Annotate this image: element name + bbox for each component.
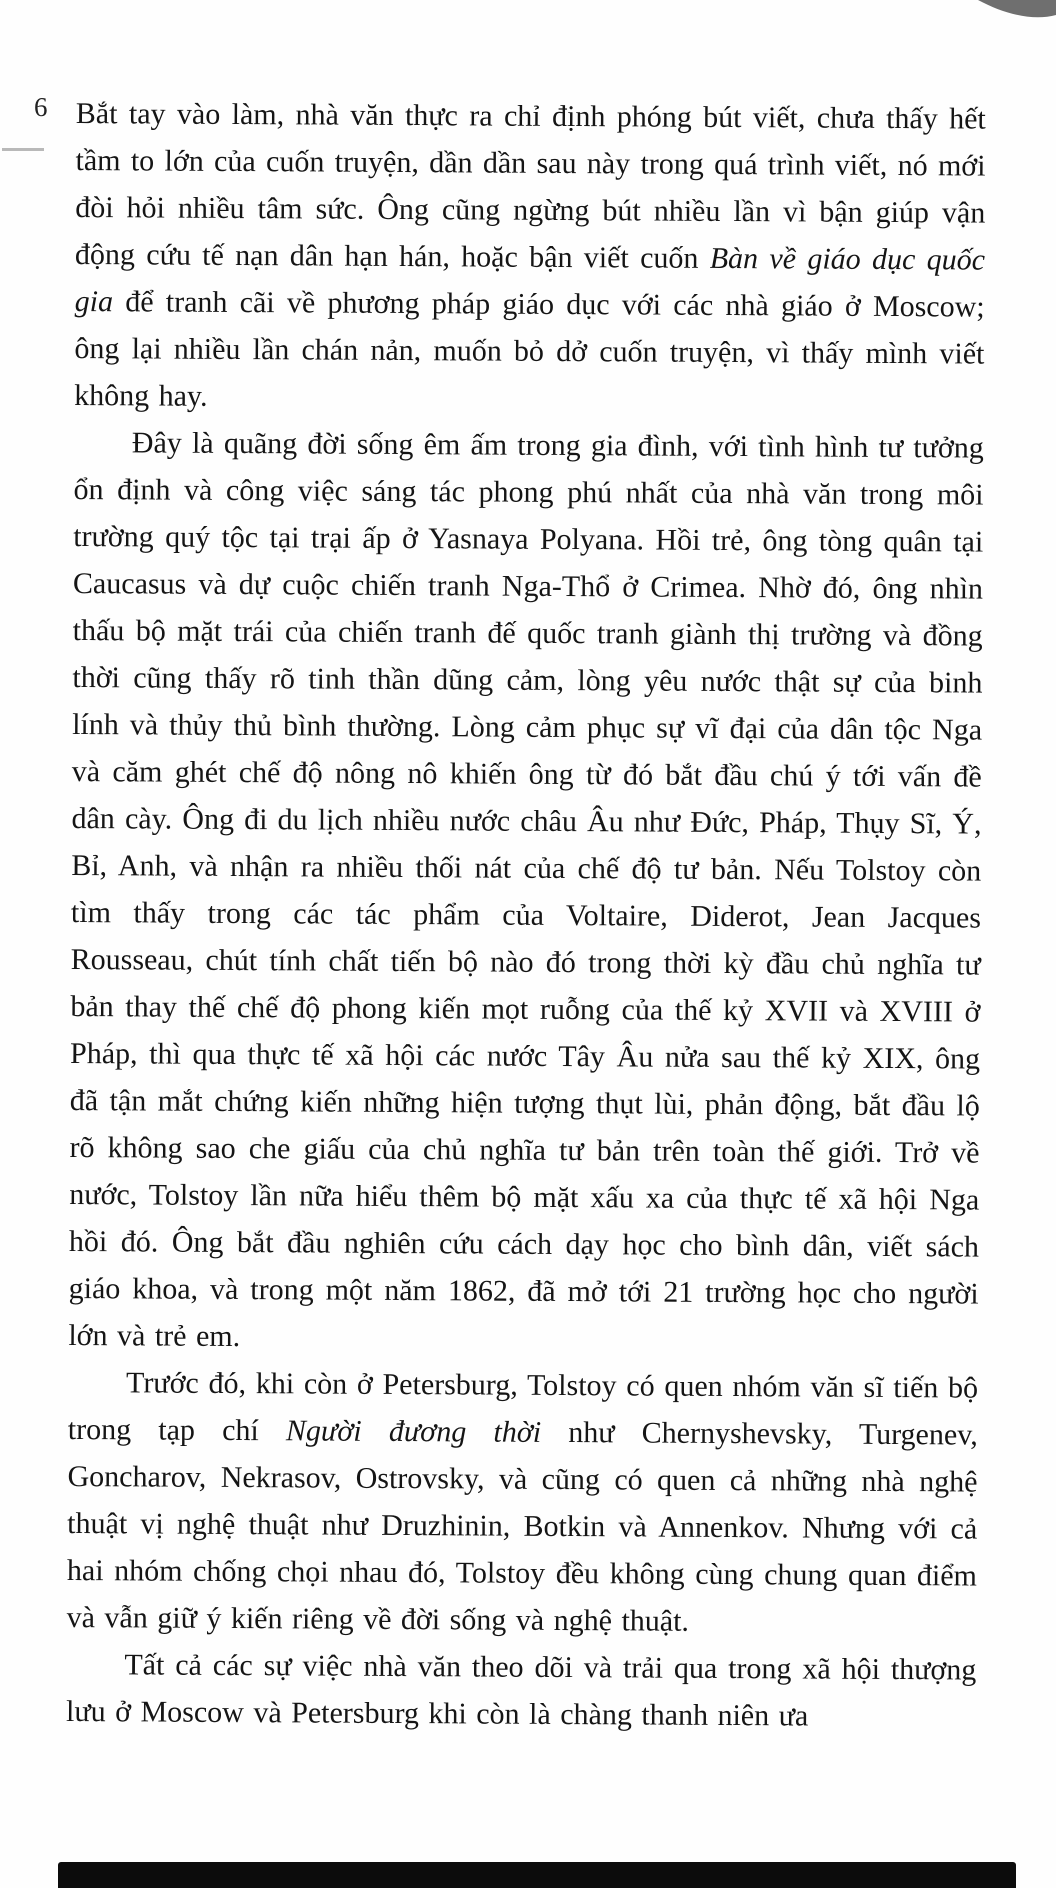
text-segment: Đây là quãng đời sống êm ấm trong gia đình, với tình hình tư tưởng ổn định và công việc sáng tác phong phú nhất của nhà văn trong môi trường quý tộc tại trại ấp ở Yasnaya Polyana. Hồi trẻ, ông tòng quân tại Caucasus và dự cuộc chiến tranh Nga-Thổ ở Crimea. Nhờ đó, ông nhìn thấu bộ mặt trái của chiến tranh đế quốc tranh giành thị trường và đồng thời cũng thấy rõ tinh thần dũng cảm, lòng yêu nước thật sự của binh lính và thủy thủ bình thường. Lòng cảm phục sự vĩ đại của dân tộc Nga và căm ghét chế độ nông nô khiến ông từ đó bắt đầu chú ý tới vấn đề dân cày. Ông đi du lịch nhiều nước châu Âu như Đức, Pháp, Thụy Sĩ, Ý, Bỉ, Anh, và nhận ra nhiều thối nát của chế độ tư bản. Nếu Tolstoy còn tìm thấy trong các tác phẩm của Voltaire, Diderot, Jean Jacques Rousseau, chút tính chất tiến bộ nào đó trong thời kỳ đầu chủ nghĩa tư bản thay thế chế độ phong kiến mọt ruỗng của thế kỷ XVII và XVIII ở Pháp, thì qua thực tế xã hội các nước Tây Âu nửa sau thế kỷ XIX, ông đã tận mắt chứng kiến những hiện tượng thụt lùi, phản động, bắt đầu lộ rõ không sao che giấu của chủ nghĩa tư bản trên toàn thế giới. Trở về nước, Tolstoy lần nữa hiểu thêm bộ mặt xấu xa của thực tế xã hội Nga hồi đó. Ông bắt đầu nghiên cứu cách dạy học cho bình dân, viết sách giáo khoa, và trong một năm 1862, đã mở tới 21 trường học cho người lớn và trẻ em. <box>68 426 984 1354</box>
text-block <box>66 90 986 1741</box>
text-segment: Tất cả các sự việc nhà văn theo dõi và trải qua trong xã hội thượng lưu ở Moscow và Petersburg khi còn là chàng thanh niên ưa <box>65 1648 977 1733</box>
bottom-scan-bar-artifact <box>58 1862 1016 1888</box>
page-number: 6 <box>34 92 48 122</box>
scan-corner-artifact <box>972 0 1056 32</box>
text-segment-italic: Người đương thời <box>285 1414 542 1449</box>
margin-mark <box>2 148 44 151</box>
text-segment: như Chernyshevsky, Turgenev, Goncharov, Nekrasov, Ostrovsky, và cũng có quen cả những nhà nghệ thuật vị nghệ thuật như Druzhinin, Botkin và Annenkov. Nhưng với cả hai nhóm chống chọi nhau đó, Tolstoy đều không cùng chung quan điểm và vẫn giữ ý kiến riêng về đời sống và nghệ thuật. <box>66 1415 978 1638</box>
text-segment: Trước đó, khi còn ở Petersburg, Tolstoy có quen nhóm văn sĩ tiến bộ trong tạp chí <box>67 1366 979 1448</box>
paragraph <box>68 419 984 1365</box>
paragraph <box>74 90 986 425</box>
scan-corner-shape <box>978 0 1056 17</box>
text-segment-italic: Bàn về giáo dục quốc gia <box>74 241 986 319</box>
text-segment: Bắt tay vào làm, nhà văn thực ra chỉ định phóng bút viết, chưa thấy hết tầm to lớn của cuốn truyện, dần dần sau này trong quá trình viết, nó mới đòi hỏi nhiều tâm sức. Ông cũng ngừng bút nhiều lần vì bận giúp vận động cứu tế nạn dân hạn hán, hoặc bận viết cuốn <box>74 96 986 275</box>
paragraph <box>66 1641 977 1741</box>
text-segment: để tranh cãi về phương pháp giáo dục với các nhà giáo ở Moscow; ông lại nhiều lần chán nản, muốn bỏ dở cuốn truyện, vì thấy mình viết không hay. <box>74 285 985 413</box>
paragraph <box>67 1359 979 1647</box>
